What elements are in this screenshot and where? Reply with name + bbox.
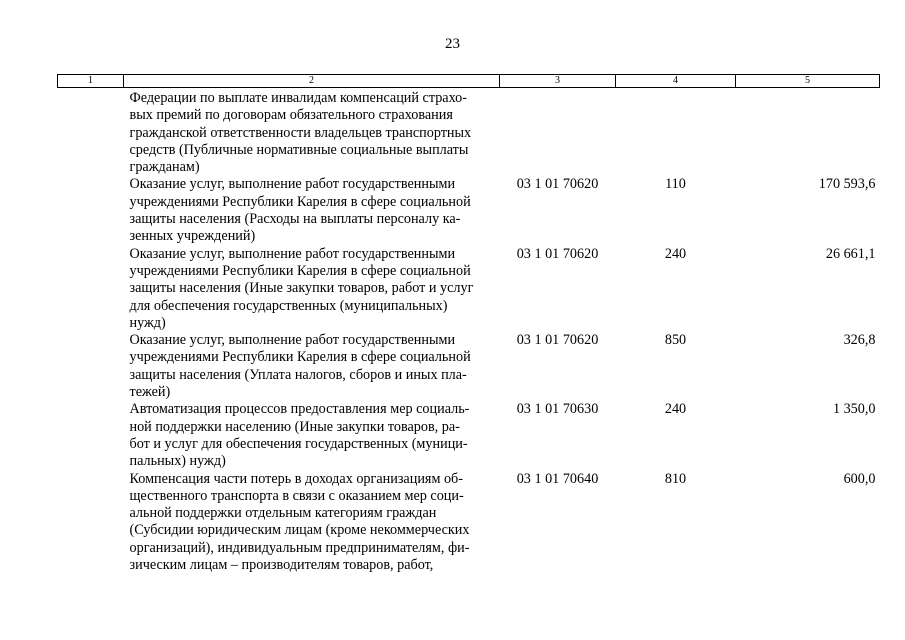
row-name-line: ной поддержки населению (Иные закупки товаров, ра- (129, 418, 460, 435)
row-name-line: пальных) нужд) (129, 453, 226, 470)
row-name-line: учреждениями Республики Карелия в сфере социальной (129, 349, 471, 366)
row-sum-cell: 170 593,6 (818, 176, 876, 193)
row-name-line: защиты населения (Уплата налогов, сборов и иных пла- (129, 366, 467, 383)
row-code-cell (500, 88, 616, 177)
row-code-cell: 03 1 01 70620 (516, 245, 599, 262)
row-number-cell (58, 176, 124, 245)
table-row (58, 246, 880, 332)
row-name-line: зическим лицам – производителям товаров, работ, (129, 557, 434, 574)
row-code-cell: 03 1 01 70630 (516, 401, 599, 418)
row-name-line: организаций), индивидуальным предпринимателям, фи- (129, 539, 470, 556)
row-sum-cell: 326,8 (843, 332, 876, 349)
row-code-cell: 03 1 01 70640 (516, 470, 599, 487)
row-name-line: для обеспечения государственных (муниципальных) (129, 297, 448, 314)
row-name-line: тежей) (129, 384, 171, 401)
row-type-cell: 850 (664, 332, 687, 349)
column-header: 2 (124, 75, 500, 88)
row-number-cell (58, 246, 124, 332)
row-name-line: средств (Публичные нормативные социальные выплаты (129, 141, 469, 158)
table-row (58, 471, 880, 575)
row-name-line: гражданской ответственности владельцев транспортных (129, 124, 472, 141)
table-row (58, 176, 880, 245)
row-name-line: Федерации по выплате инвалидам компенсаций страхо- (129, 90, 467, 106)
row-name-line: Оказание услуг, выполнение работ государственными (129, 176, 456, 193)
row-sum-cell: 1 350,0 (832, 401, 876, 418)
row-name-line: (Субсидии юридическим лицам (кроме некоммерческих (129, 522, 470, 539)
row-name-cell (124, 88, 500, 177)
table-row (58, 401, 880, 470)
row-sum-cell: 600,0 (843, 470, 876, 487)
column-header: 1 (58, 75, 124, 88)
row-code-cell: 03 1 01 70620 (516, 176, 599, 193)
row-name-line: защиты населения (Расходы на выплаты персоналу ка- (129, 211, 461, 228)
row-name-line: защиты населения (Иные закупки товаров, работ и услуг (129, 280, 474, 297)
row-name-line: Компенсация части потерь в доходах организациям об- (129, 470, 464, 487)
row-sum-cell: 26 661,1 (825, 245, 876, 262)
row-name-cell (124, 176, 500, 245)
column-header: 5 (736, 75, 880, 88)
row-type-cell: 240 (664, 401, 687, 418)
table-row (58, 332, 880, 401)
column-header: 3 (500, 75, 616, 88)
row-type-cell (616, 88, 736, 177)
row-type-cell: 240 (664, 245, 687, 262)
row-name-line: Автоматизация процессов предоставления мер социаль- (129, 401, 470, 418)
table-row (58, 88, 880, 177)
row-name-line: альной поддержки отдельным категориям граждан (129, 505, 437, 522)
row-number-cell (58, 471, 124, 575)
table-header-row (58, 75, 880, 88)
column-header: 4 (616, 75, 736, 88)
row-name-line: бот и услуг для обеспечения государственных (муници- (129, 435, 468, 452)
row-name-line: учреждениями Республики Карелия в сфере социальной (129, 262, 471, 279)
row-name-line: гражданам) (129, 159, 200, 176)
row-number-cell (58, 332, 124, 401)
row-name-line: нужд) (129, 314, 166, 331)
row-name-line: учреждениями Республики Карелия в сфере социальной (129, 193, 471, 210)
budget-table (57, 74, 880, 574)
row-name-line: Оказание услуг, выполнение работ государственными (129, 245, 456, 262)
page-number: 23 (445, 36, 460, 52)
row-name-line: щественного транспорта в связи с оказанием мер соци- (129, 487, 464, 504)
row-name-line: зенных учреждений) (129, 228, 256, 245)
row-name-line: Оказание услуг, выполнение работ государственными (129, 332, 456, 349)
row-name-line: вых премий по договорам обязательного страхования (129, 107, 453, 124)
row-number-cell (58, 88, 124, 177)
row-type-cell: 810 (664, 470, 687, 487)
row-name-cell (124, 332, 500, 401)
row-name-cell (124, 246, 500, 332)
row-sum-cell (736, 88, 880, 177)
row-name-cell (124, 471, 500, 575)
row-name-cell (124, 401, 500, 470)
row-code-cell: 03 1 01 70620 (516, 332, 599, 349)
row-type-cell: 110 (665, 176, 686, 193)
row-number-cell (58, 401, 124, 470)
